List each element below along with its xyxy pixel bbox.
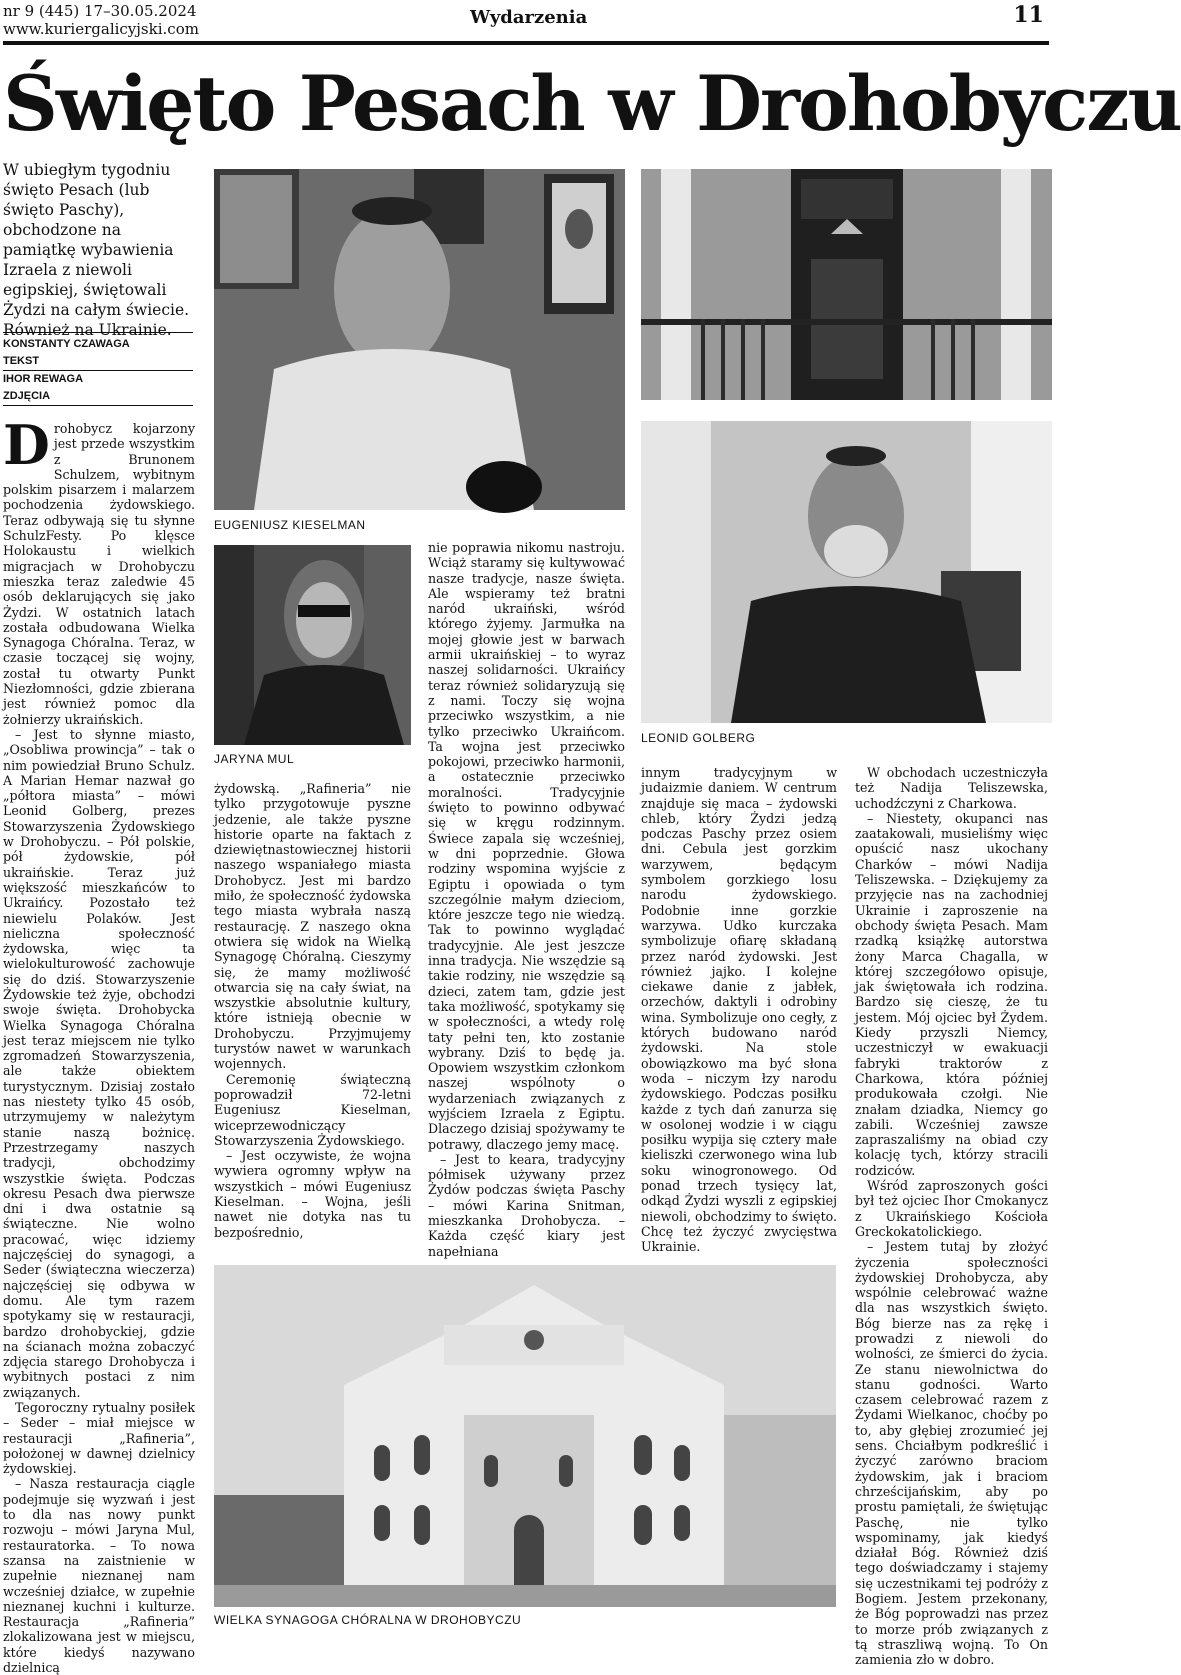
- caption-golberg: LEONID GOLBERG: [641, 731, 756, 745]
- paragraph: – Jest oczywiste, że wojna wywiera ogromny wpływ na wszystkich – mówi Eugeniusz Kieselman. – Wojna, jeśli nawet nie dotyka nas tu bezpośrednio,: [214, 1148, 411, 1240]
- text-column-4: [641, 765, 837, 1260]
- website-link[interactable]: www.kuriergalicyjski.com: [3, 20, 199, 38]
- paragraph: innym tradycyjnym w judaizmie daniem. W centrum znajduje się maca – żydowski chleb, który Żydzi jedzą podczas Paschy przez osiem dni. Cebula jest gorzkim warzywem, będącym symbolem gorzkiego losu narodu żydowskiego. Podobnie inne gorzkie warzywa. Udko kurczaka symbolizuje ofiarę składaną przez naród żydowski. Jest również jajko. I kolejne ciekawe danie z jabłek, orzechów, daktyli i odrobiny wina. Symbolizuje ono cegły, z których budowano naród żydowski. Na stole obowiązkowo ma być słona woda – niczym łzy narodu żydowskiego. Podczas posiłku każde z tych dań zanurza się w osolonej wodzie i w ciągu posiłku wypija się cztery małe kieliszki czerwonego wina lub soku winogronowego. Od ponad trzech tysięcy lat, odkąd Żydzi wyszli z egipskiej niewoli, obchodzimy to święto. Chcę też życzyć zwycięstwa Ukrainie.: [641, 765, 837, 1255]
- caption-kieselman: EUGENIUSZ KIESELMAN: [214, 518, 366, 532]
- portrait-mul-graphic: [214, 545, 411, 745]
- paragraph: – Jestem tutaj by złożyć życzenia społeczności żydowskiej Drohobycza, aby wspólnie celebrować ważne dla nas wszystkich święto. Bóg bierze nas za rękę i prowadzi z niewoli do wolności, ze śmierci do życia. Ze stanu niewolnictwa do stanu godności. Warto czasem celebrować razem z Żydami Wielkanoc, choćby po to, aby głębiej zrozumieć jej sens. Chciałbym podkreślić i życzyć zarówno braciom żydowskim, jak i braciom chrześcijańskim, aby po prostu pamiętali, że świętując Paschę, nie tylko wspominamy, jak kiedyś działał Bóg. Również dziś tego doświadczamy i stajemy się uczestnikami tej podróży z Bogiem. Jestem przekonany, że Bóg poprowadzi nas przez to morze prób związanych z tą straszliwą wojną. To On zamienia zło w dobro.: [855, 1239, 1048, 1668]
- issue-number: nr 9 (445) 17–30.05.2024: [3, 2, 197, 20]
- synagogue-exterior-graphic: [214, 1265, 836, 1607]
- paragraph: – Niestety, okupanci nas zaatakowali, musieliśmy więc opuścić nasz ukochany Charków – mówi Nadija Teliszewska. – Dziękujemy za przyjęcie nas na zachodniej Ukrainie i zaproszenie na obchody święta Pesach. Mam rzadką książkę autorstwa żony Marca Chagalla, w której szczegółowo opisuje, jak świętowała ich rodzina. Bardzo się cieszę, że tu jestem. Mój ojciec był Żydem. Kiedy przyszli Niemcy, uczestniczył w ewakuacji fabryki traktorów z Charkowa, która później produkowała czołgi. Nie znałam dziadka, Niemcy go zabili. Wcześniej zawsze zapraszaliśmy na obiad czy kolację tych, którzy stracili rodziców.: [855, 810, 1048, 1178]
- article-lead: W ubiegłym tygodniu święto Pesach (lub święto Paschy), obchodzone na pamiątkę wybawienia Izraela z niewoli egipskiej, świętowali Żydzi na całym świecie. Również na Ukrainie.: [3, 161, 190, 339]
- caption-mul: JARYNA MUL: [214, 752, 295, 766]
- photo-jaryna-mul: [214, 545, 411, 745]
- text-column-3: [428, 540, 625, 1260]
- text-column-5: [855, 765, 1048, 1668]
- page-number: 11: [1013, 2, 1044, 28]
- author-name: KONSTANTY CZAWAGA: [3, 338, 130, 350]
- text-column-1: [3, 413, 195, 1675]
- caption-synagogue: WIELKA SYNAGOGA CHÓRALNA W DROHOBYCZU: [214, 1613, 522, 1627]
- paragraph-intro: Drohobycz kojarzony jest przede wszystkim z Brunonem Schulzem, wybitnym polskim pisarzem i malarzem pochodzenia żydowskiego. Teraz odbywają się tu słynne SchulzFesty. Po klęsce Holokaustu i wielkich migracjach w Drohobyczu mieszka teraz zaledwie 45 osób deklarujących się jako Żydzi. W ostatnich latach została odbudowana Wielka Synagoga Chóralna. Teraz, w czasie toczącej się wojny, został tu otwarty Punkt Niezłomności, gdzie zbierana jest również pomoc dla żołnierzy ukraińskich.: [3, 413, 195, 727]
- paragraph: żydowską. „Rafineria” nie tylko przygotowuje pyszne jedzenie, ale także pyszne historie oparte na faktach z dziewiętnastowiecznej historii naszego wspaniałego miasta Drohobycz. Jest mi bardzo miło, że społeczność żydowska tego miasta wybrała naszą restaurację. Z naszego okna otwiera się widok na Wielką Synagogę Chóralną. Cieszymy się, że mamy możliwość otwarcia się na cały świat, na wszystkie absolutnie kultury, które istnieją obecnie w Drohobyczu. Przyjmujemy turystów nawet w warunkach wojennych.: [214, 781, 411, 1072]
- paragraph: – Nasza restauracja ciągle podejmuje się wyzwań i jest to dla nas nowy punkt rozwoju – mówi Jaryna Mul, restauratorka. – To nowa szansa na zaistnienie w zupełnie nieznanej nam wcześniej działce, w zupełnie nieznanej kuchni i kulturze. Restauracja „Rafineria” zlokalizowana jest w miejscu, które kiedyś nazywano dzielnicą: [3, 1476, 195, 1675]
- issue-info: [3, 2, 199, 38]
- photographer-role: ZDJĘCIA: [3, 388, 193, 406]
- paragraph: Wśród zaproszonych gości był też ojciec Ihor Cmokanycz z Ukraińskiego Kościoła Greckokatolickiego.: [855, 1178, 1048, 1239]
- photo-synagogue-interior: [641, 169, 1052, 400]
- photo-great-choral-synagogue: [214, 1265, 836, 1607]
- portrait-kieselman-graphic: [214, 169, 625, 510]
- section-label: Wydarzenia: [470, 7, 588, 28]
- article-credits: [3, 332, 193, 406]
- synagogue-interior-graphic: [641, 169, 1052, 400]
- article-title: Święto Pesach w Drohobyczu: [3, 59, 1181, 148]
- paragraph: Ceremonię świąteczną poprowadził 72-letni Eugeniusz Kieselman, wiceprzewodniczący Stowarzyszenia Żydowskiego.: [214, 1071, 411, 1148]
- paragraph: – Jest to keara, tradycyjny półmisek używany przez Żydów podczas święta Paschy – mówi Karina Snitman, mieszkanka Drohobycza. – Każda część kiary jest napełniana: [428, 1151, 625, 1259]
- photo-leonid-golberg: [641, 421, 1052, 723]
- photographer-name: IHOR REWAGA: [3, 373, 84, 385]
- author-role: TEKST: [3, 353, 193, 371]
- header-divider: [3, 41, 1049, 45]
- text-column-2: [214, 781, 411, 1261]
- photo-eugeniusz-kieselman: [214, 169, 625, 510]
- dropcap: D: [3, 413, 50, 477]
- paragraph: W obchodach uczestniczyła też Nadija Teliszewska, uchodźczyni z Charkowa.: [855, 765, 1048, 811]
- paragraph: Tegoroczny rytualny posiłek – Seder – miał miejsce w restauracji „Rafineria”, położonej w dawnej dzielnicy żydowskiej.: [3, 1400, 195, 1477]
- portrait-golberg-graphic: [641, 421, 1052, 723]
- paragraph: nie poprawia nikomu nastroju. Wciąż staramy się kultywować nasze tradycje, nasze święta. Ale wspieramy też bratni naród ukraiński, wśród którego żyjemy. Jarmułka na mojej głowie jest w barwach armii ukraińskiej – to wyraz naszej solidarności. Ukraińcy teraz również solidaryzują się z nami. Toczy się wojna przeciwko wszystkim, a nie tylko przeciwko Ukraińcom. Ta wojna jest przeciwko pokojowi, przeciwko harmonii, a ostatecznie przeciwko moralności. Tradycyjnie święto to powinno odbywać się w kręgu rodzinnym. Świece zapala się wcześniej, w dni poprzednie. Głowa rodziny wspomina wyjście z Egiptu i opowiada o tym szczególnie małym dzieciom, które jeszcze tego nie wiedzą. Tak to powinno wyglądać tradycyjnie. Ale jest jeszcze inna tradycja. Nie wszędzie są takie rodziny, nie wszędzie są dzieci, zatem tam, gdzie jest taka możliwość, spotykamy się w społeczności, a wtedy rolę taty pełni ten, kto zostanie wybrany. Dziś to będę ja. Opowiem wszystkim członkom naszej wspólnoty o wydarzeniach związanych z wyjściem Izraela z Egiptu. Dlaczego dzisiaj spożywamy te potrawy, dlaczego jemy macę.: [428, 540, 625, 1152]
- paragraph: – Jest to słynne miasto, „Osobliwa prowincja” – tak o nim powiedział Bruno Schulz. A Marian Hemar nazwał go „półtora miasta” – mówi Leonid Golberg, prezes Stowarzyszenia Żydowskiego w Drohobyczu. – Pół polskie, pół żydowskie, pół ukraińskie. Teraz już większość mieszkańców to Ukraińcy. Pozostało też niewielu Polaków. Jest nieliczna społeczność żydowska, więc ta wielokulturowość zachowuje się do dziś. Stowarzyszenie Żydowskie też żyje, obchodzi swoje święta. Drohobycka Wielka Synagoga Chóralna jest teraz miejscem nie tylko zgromadzeń Stowarzyszenia, ale także obiektem turystycznym. Dzisiaj zostało nas niestety tylko 45 osób, utrzymujemy w należytym stanie naszą bożnicę. Przestrzegamy naszych tradycji, obchodzimy wszystkie święta. Podczas okresu Pesach dwa pierwsze dni i dwa ostatnie są świąteczne. Nie wolno pracować, więc idziemy najczęściej do synagogi, a Seder (świąteczna wieczerza) najczęściej się odbywa w domu. Ale tym razem spotykamy się w restauracji, bardzo drohobyckiej, gdzie na ścianach można zobaczyć zdjęcia starego Drohobycza i wybitnych postaci z nim związanych.: [3, 726, 195, 1400]
